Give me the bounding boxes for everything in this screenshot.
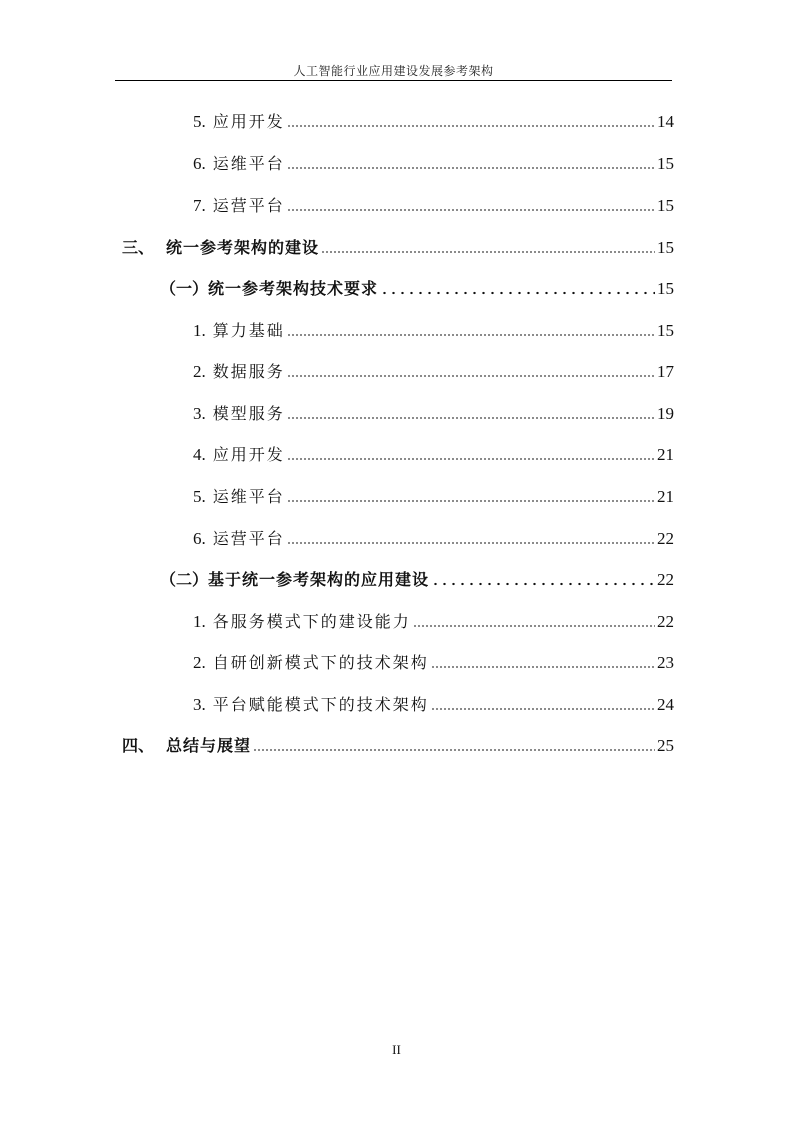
toc-dot-leader <box>287 124 655 128</box>
toc-entry[interactable] <box>193 360 674 384</box>
toc-entry-page: 15 <box>657 321 674 340</box>
toc-entry[interactable] <box>193 152 674 176</box>
toc-entry-title: 运营平台 <box>212 196 285 215</box>
toc-section-entry[interactable] <box>160 277 674 301</box>
toc-dot-leader <box>287 416 655 420</box>
toc-entry-title: 应用开发 <box>212 112 285 131</box>
toc-entry-title: 总结与展望 <box>166 736 252 755</box>
toc-entry-title: 算力基础 <box>212 321 285 340</box>
toc-dot-leader <box>431 707 655 711</box>
toc-entry-title: 自研创新模式下的技术架构 <box>212 653 429 672</box>
toc-entry-page: 15 <box>657 238 674 257</box>
toc-entry-page: 19 <box>657 404 674 423</box>
toc-entry[interactable] <box>193 319 674 343</box>
toc-dot-leader <box>380 291 655 295</box>
toc-entry-number: 3. <box>193 695 206 714</box>
toc-section-entry[interactable] <box>160 568 674 592</box>
toc-dot-leader <box>287 208 655 212</box>
toc-dot-leader <box>287 541 655 545</box>
toc-entry-number: 3. <box>193 404 206 423</box>
toc-dot-leader <box>413 624 655 628</box>
toc-entry-title: 统一参考架构技术要求 <box>208 279 379 298</box>
toc-entry-title: 各服务模式下的建设能力 <box>212 612 411 631</box>
toc-entry-page: 22 <box>657 529 674 548</box>
toc-entry-number: 6. <box>193 529 206 548</box>
toc-entry[interactable] <box>193 527 674 551</box>
page-number: II <box>392 1042 401 1057</box>
toc-dot-leader <box>287 333 655 337</box>
toc-dot-leader <box>287 374 655 378</box>
toc-entry-number: 1. <box>193 321 206 340</box>
toc-entry[interactable] <box>193 485 674 509</box>
toc-entry[interactable] <box>193 693 674 717</box>
toc-entry-number: 三、 <box>122 238 155 257</box>
toc-entry[interactable] <box>193 651 674 675</box>
toc-entry-page: 22 <box>657 570 674 589</box>
toc-entry-title: 运维平台 <box>212 154 285 173</box>
toc-entry-page: 17 <box>657 362 674 381</box>
toc-dot-leader <box>287 457 655 461</box>
toc-entry-number: （一） <box>160 279 209 298</box>
toc-entry[interactable] <box>193 110 674 134</box>
toc-entry-title: 统一参考架构的建设 <box>166 238 320 257</box>
toc-chapter-entry[interactable] <box>122 236 674 260</box>
running-header: 人工智能行业应用建设发展参考架构 <box>293 64 494 78</box>
toc-chapter-entry[interactable] <box>122 734 674 758</box>
toc-dot-leader <box>431 665 655 669</box>
toc-entry-title: 基于统一参考架构的应用建设 <box>208 570 430 589</box>
toc-entry-number: 7. <box>193 196 206 215</box>
toc-entry-number: 四、 <box>122 736 155 755</box>
toc-entry-page: 21 <box>657 487 674 506</box>
toc-entry-title: 模型服务 <box>212 404 285 423</box>
toc-entry[interactable] <box>193 194 674 218</box>
toc-entry-number: 6. <box>193 154 206 173</box>
toc-dot-leader <box>287 166 655 170</box>
toc-dot-leader <box>287 499 655 503</box>
toc-entry-page: 24 <box>657 695 674 714</box>
toc-entry[interactable] <box>193 402 674 426</box>
toc-dot-leader <box>253 748 655 752</box>
toc-entry-title: 应用开发 <box>212 445 285 464</box>
toc-entry-page: 15 <box>657 154 674 173</box>
toc-entry-page: 25 <box>657 736 674 755</box>
toc-entry-page: 14 <box>657 112 674 131</box>
toc-dot-leader <box>431 582 655 586</box>
toc-entry-number: 5. <box>193 112 206 131</box>
toc-entry-page: 23 <box>657 653 674 672</box>
toc-entry-page: 15 <box>657 279 674 298</box>
toc-entry-page: 22 <box>657 612 674 631</box>
toc-entry[interactable] <box>193 610 674 634</box>
toc-entry-page: 21 <box>657 445 674 464</box>
toc-entry-page: 15 <box>657 196 674 215</box>
toc-dot-leader <box>321 250 655 254</box>
toc-entry-number: 2. <box>193 362 206 381</box>
toc-entry-number: 5. <box>193 487 206 506</box>
toc-entry-number: 4. <box>193 445 206 464</box>
toc-entry-title: 运维平台 <box>212 487 285 506</box>
toc-entry-title: 平台赋能模式下的技术架构 <box>212 695 429 714</box>
toc-entry-number: 2. <box>193 653 206 672</box>
toc-entry-title: 数据服务 <box>212 362 285 381</box>
toc-entry[interactable] <box>193 443 674 467</box>
toc-entry-number: 1. <box>193 612 206 631</box>
toc-entry-number: （二） <box>160 570 209 589</box>
toc-entry-title: 运营平台 <box>212 529 285 548</box>
